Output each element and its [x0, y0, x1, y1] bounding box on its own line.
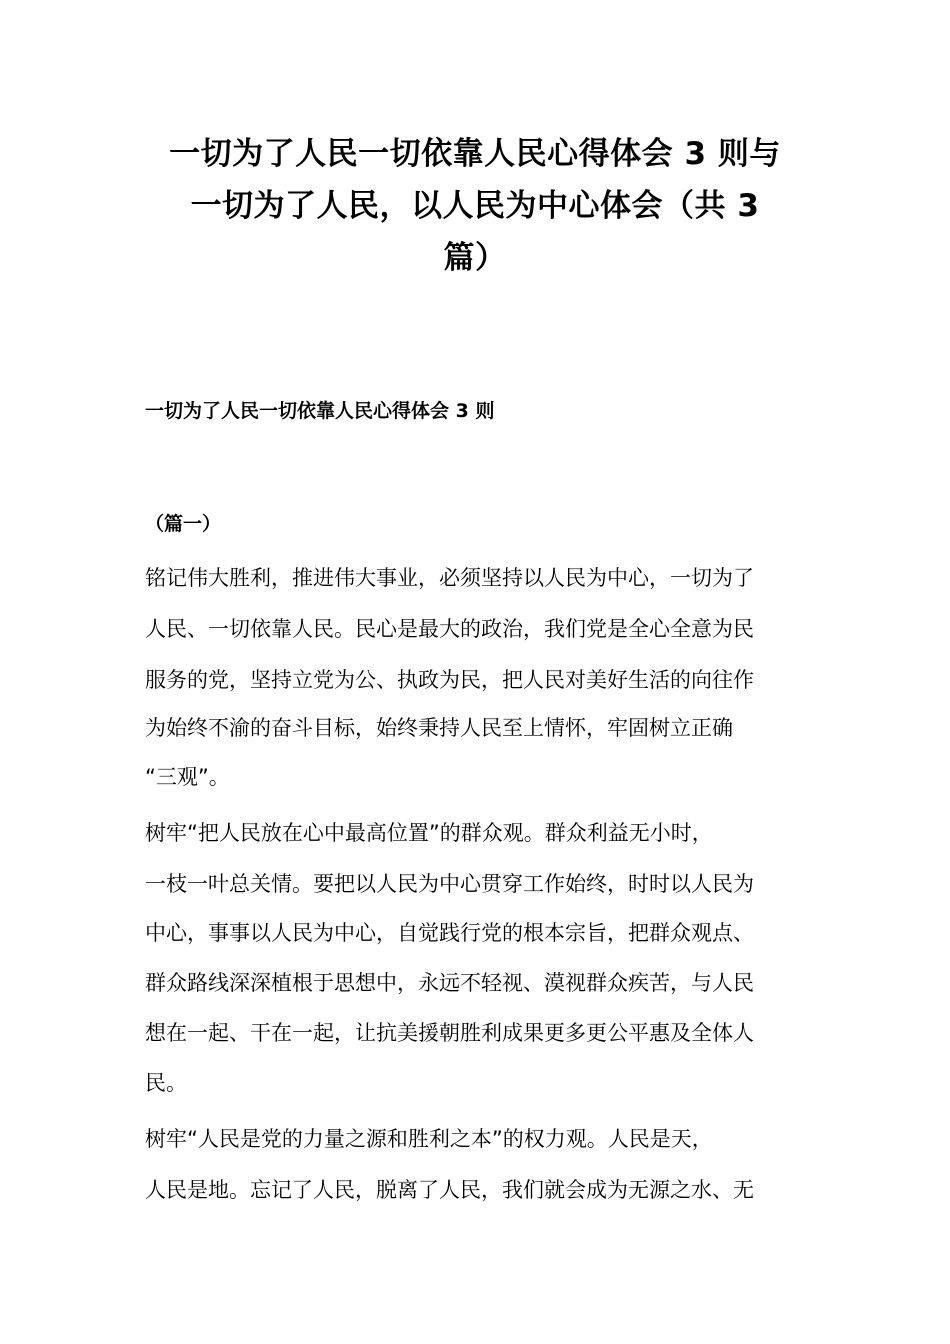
body-line: 人民是地。忘记了人民，脱离了人民，我们就会成为无源之水、无 — [145, 1178, 754, 1202]
body-line: 人民、一切依靠人民。民心是最大的政治，我们党是全心全意为民 — [145, 617, 754, 641]
body-line: 树牢“人民是党的力量之源和胜利之本”的权力观。人民是天， — [145, 1127, 713, 1151]
body-line: 群众路线深深植根于思想中，永远不轻视、漠视群众疾苦，与人民 — [145, 971, 754, 995]
document-title — [140, 128, 810, 284]
body-line: 一枝一叶总关情。要把以人民为中心贯穿工作始终，时时以人民为 — [145, 872, 754, 896]
title-line: 一切为了人民，以人民为中心体会（共 3 — [190, 188, 760, 224]
body-line: “三观”。 — [145, 765, 230, 789]
part-label: （篇一） — [145, 513, 222, 535]
body-line: 想在一起、干在一起，让抗美援朝胜利成果更多更公平惠及全体人 — [145, 1021, 754, 1045]
title-line: 篇） — [443, 240, 507, 276]
section-heading: 一切为了人民一切依靠人民心得体会 3 则 — [145, 400, 495, 422]
body-line: 中心，事事以人民为中心，自觉践行党的根本宗旨，把群众观点、 — [145, 921, 754, 945]
body-line: 为始终不渝的奋斗目标，始终秉持人民至上情怀，牢固树立正确 — [145, 716, 733, 740]
body-line: 铭记伟大胜利，推进伟大事业，必须坚持以人民为中心，一切为了 — [145, 566, 754, 590]
title-line: 一切为了人民一切依靠人民心得体会 3 则与 — [169, 136, 781, 172]
body-line: 树牢“把人民放在心中最高位置”的群众观。群众利益无小时， — [145, 821, 713, 845]
body-line: 民。 — [145, 1071, 187, 1095]
body-line: 服务的党，坚持立党为公、执政为民，把人民对美好生活的向往作 — [145, 668, 754, 692]
